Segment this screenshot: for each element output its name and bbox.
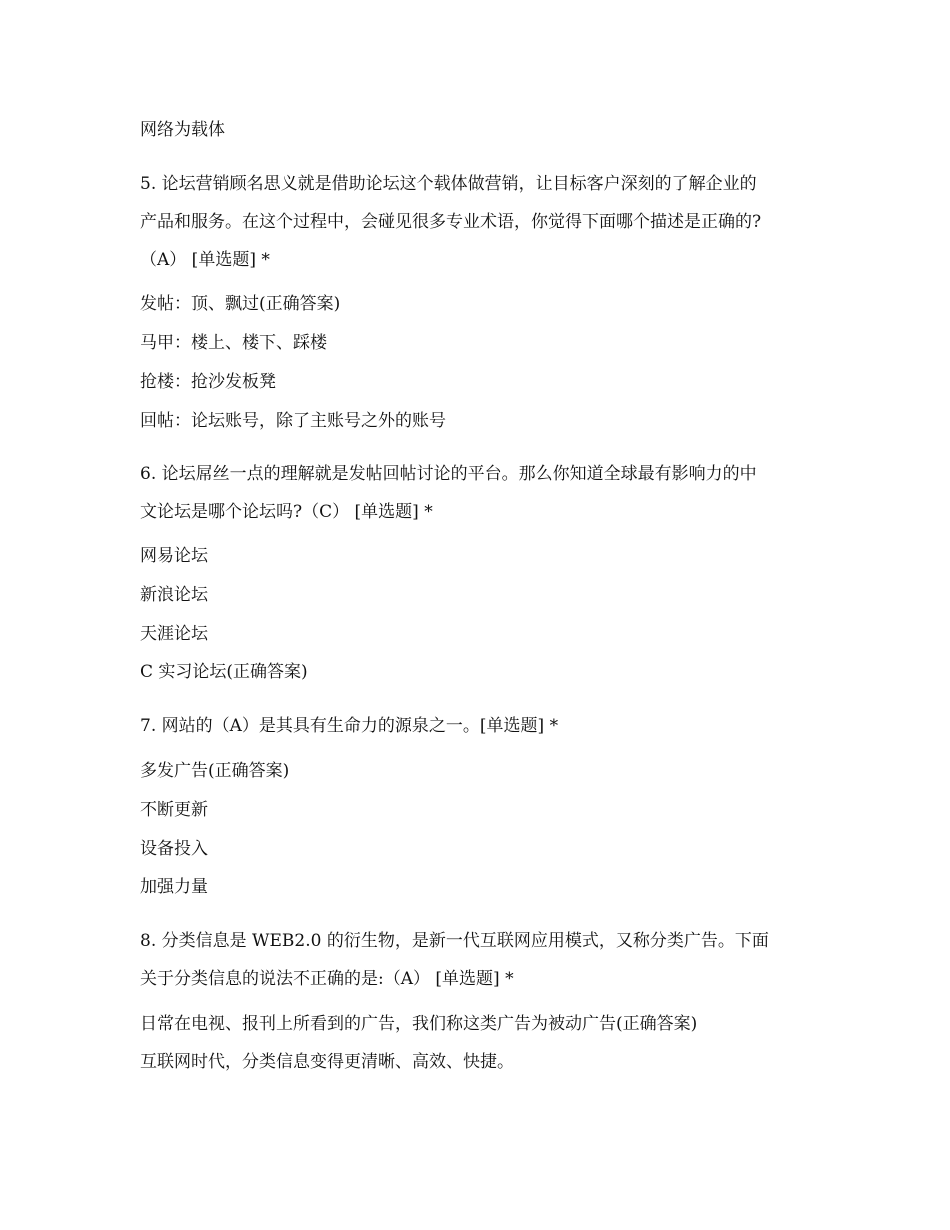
question-8-option-2[interactable]: 互联网时代，分类信息变得更清晰、高效、快捷。 xyxy=(140,1052,514,1072)
question-5-option-3[interactable]: 抢楼：抢沙发板凳 xyxy=(140,372,276,392)
question-5-option-1[interactable]: 发帖：顶、飘过(正确答案) xyxy=(140,294,341,314)
question-6-line-2: 文论坛是哪个论坛吗?（C） [单选题] * xyxy=(140,502,433,522)
question-5-line-3: （A） [单选题] * xyxy=(140,250,270,270)
question-7-option-4[interactable]: 加强力量 xyxy=(140,877,208,897)
question-6-option-1[interactable]: 网易论坛 xyxy=(140,546,208,566)
question-7-option-2[interactable]: 不断更新 xyxy=(140,800,208,820)
question-6-option-3[interactable]: 天涯论坛 xyxy=(140,624,208,644)
question-5-option-4[interactable]: 回帖：论坛账号，除了主账号之外的账号 xyxy=(140,411,446,431)
question-6-option-2[interactable]: 新浪论坛 xyxy=(140,585,208,605)
question-8-option-1[interactable]: 日常在电视、报刊上所看到的广告，我们称这类广告为被动广告(正确答案) xyxy=(140,1014,698,1034)
intro-text: 网络为载体 xyxy=(140,120,225,140)
question-5-line-2: 产品和服务。在这个过程中，会碰见很多专业术语，你觉得下面哪个描述是正确的? xyxy=(140,212,762,232)
question-8-line-1: 8. 分类信息是 WEB2.0 的衍生物，是新一代互联网应用模式，又称分类广告。下面 xyxy=(140,931,769,951)
question-5-line-1: 5. 论坛营销顾名思义就是借助论坛这个载体做营销，让目标客户深刻的了解企业的 xyxy=(140,174,757,194)
question-6-option-4[interactable]: C 实习论坛(正确答案) xyxy=(140,662,308,682)
question-5-option-2[interactable]: 马甲：楼上、楼下、踩楼 xyxy=(140,333,327,353)
question-6-line-1: 6. 论坛屌丝一点的理解就是发帖回帖讨论的平台。那么你知道全球最有影响力的中 xyxy=(140,464,757,484)
question-7-line-1: 7. 网站的（A）是其具有生命力的源泉之一。[单选题] * xyxy=(140,716,559,736)
question-7-option-1[interactable]: 多发广告(正确答案) xyxy=(140,761,290,781)
question-8-line-2: 关于分类信息的说法不正确的是:（A） [单选题] * xyxy=(140,969,514,989)
question-7-option-3[interactable]: 设备投入 xyxy=(140,839,208,859)
